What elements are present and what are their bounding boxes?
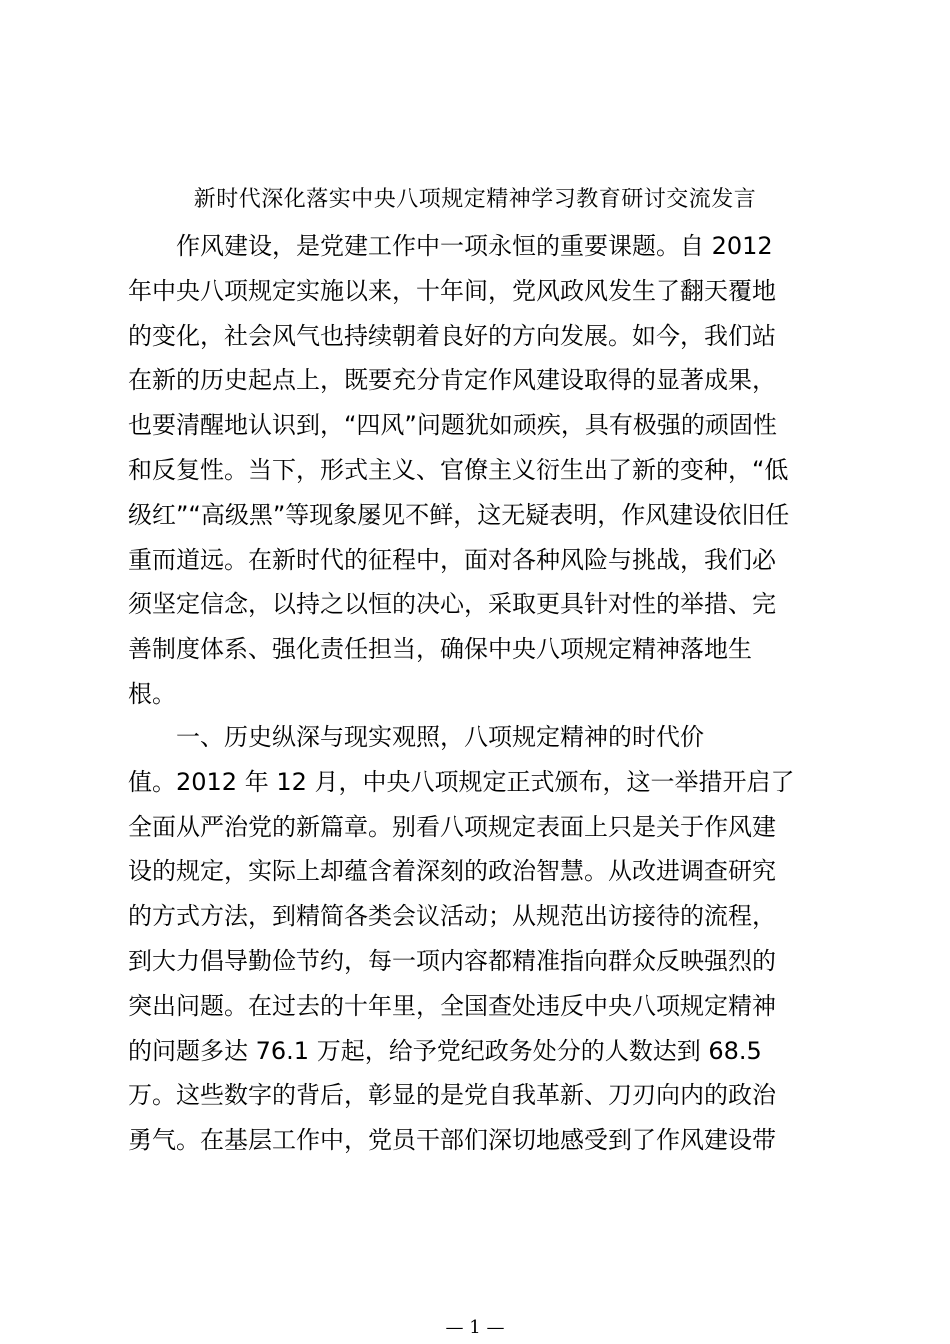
text-line: 万。这些数字的背后，彰显的是党自我革新、刀刃向内的政治 — [128, 1081, 776, 1110]
text-line: 勇气。在基层工作中，党员干部们深切地感受到了作风建设带 — [128, 1126, 776, 1155]
text-line: 和反复性。当下，形式主义、官僚主义衍生出了新的变种，“低 — [128, 455, 789, 484]
text-line: 年中央八项规定实施以来，十年间，党风政风发生了翻天覆地 — [128, 276, 776, 305]
text-line: 在新的历史起点上，既要充分肯定作风建设取得的显著成果， — [128, 366, 776, 395]
text-line: 根。 — [128, 679, 176, 708]
section-heading-line: 一、历史纵深与现实观照，八项规定精神的时代价 — [176, 723, 704, 751]
text-line: 全面从严治党的新篇章。别看八项规定表面上只是关于作风建 — [128, 812, 776, 841]
text-line: 善制度体系、强化责任担当，确保中央八项规定精神落地生 — [128, 635, 752, 664]
text-line: 的方式方法，到精简各类会议活动；从规范出访接待的流程， — [128, 902, 776, 931]
text-line: 设的规定，实际上却蕴含着深刻的政治智慧。从改进调查研究 — [128, 857, 776, 886]
text-line: 到大力倡导勤俭节约，每一项内容都精准指向群众反映强烈的 — [128, 946, 776, 975]
text-line: 的问题多达 76.1 万起，给予党纪政务处分的人数达到 68.5 — [128, 1036, 762, 1065]
paragraph-intro — [128, 224, 838, 717]
page-number: — 1 — — [445, 1317, 505, 1338]
text-line: 的变化，社会风气也持续朝着良好的方向发展。如今，我们站 — [128, 321, 776, 350]
text-line: 突出问题。在过去的十年里，全国查处违反中央八项规定精神 — [128, 991, 776, 1020]
text-line: 作风建设，是党建工作中一项永恒的重要课题。自 2012 — [176, 232, 773, 260]
paragraph-section-one — [128, 715, 838, 1163]
text-line: 重而道远。在新时代的征程中，面对各种风险与挑战，我们必 — [128, 545, 776, 574]
text-line: 值。2012 年 12 月，中央八项规定正式颁布，这一举措开启了 — [128, 767, 795, 796]
text-line: 级红”“高级黑”等现象屡见不鲜，这无疑表明，作风建设依旧任 — [128, 500, 790, 529]
document-title: 新时代深化落实中央八项规定精神学习教育研讨交流发言 — [193, 187, 757, 212]
text-line: 也要清醒地认识到，“四风”问题犹如顽疾，具有极强的顽固性 — [128, 411, 777, 440]
text-line: 须坚定信念，以持之以恒的决心，采取更具针对性的举措、完 — [128, 590, 776, 619]
